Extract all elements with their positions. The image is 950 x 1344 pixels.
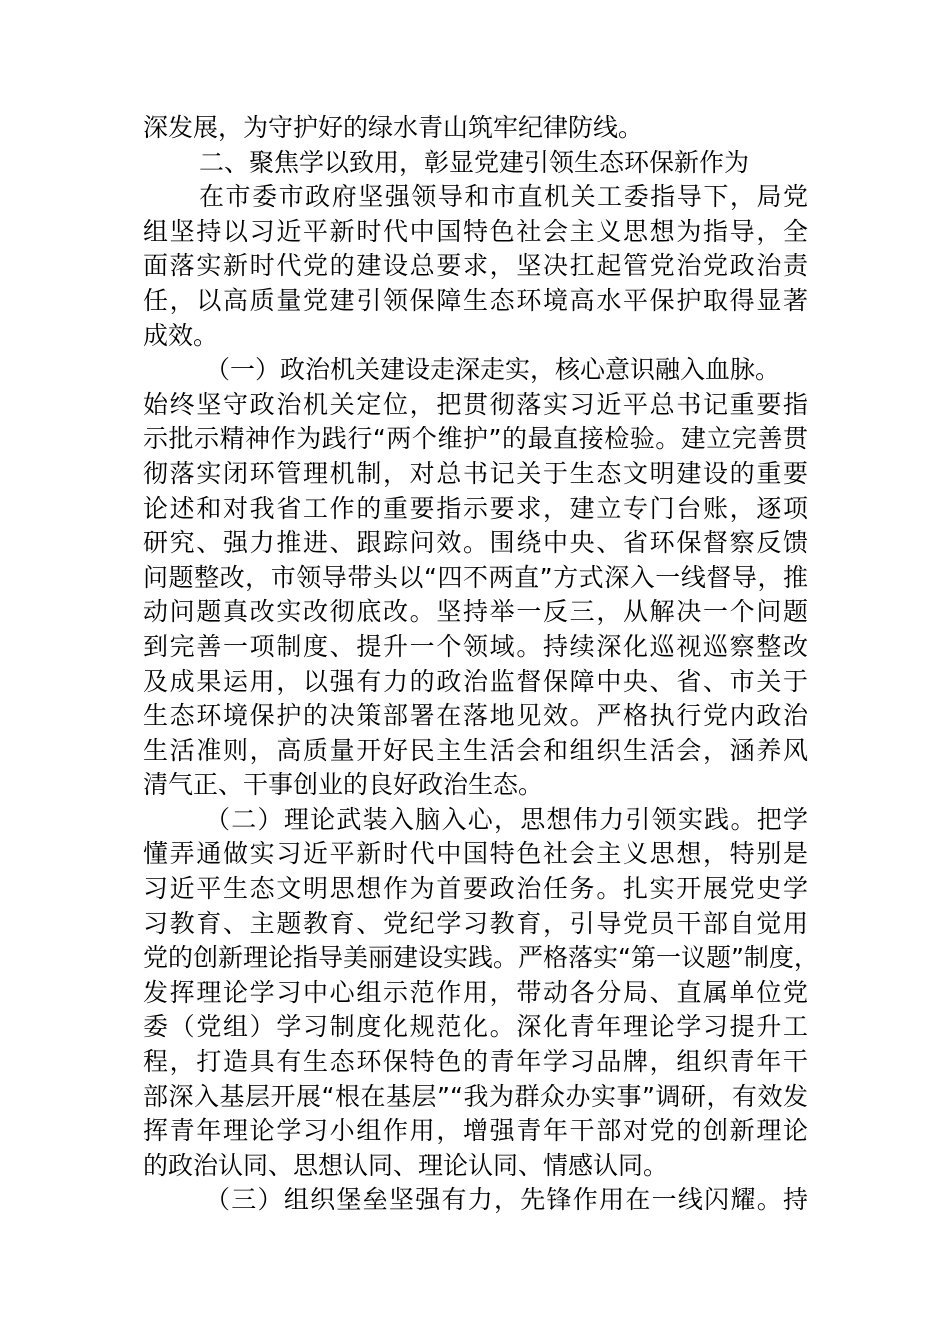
- text-line: 党的创新理论指导美丽建设实践。严格落实“第一议题”制度，: [143, 943, 819, 973]
- text-line: 挥青年理论学习小组作用，增强青年干部对党的创新理论: [143, 1116, 808, 1146]
- document-body: [143, 111, 819, 1218]
- text-line: 委（党组）学习制度化规范化。深化青年理论学习提升工: [143, 1012, 808, 1042]
- subsection-heading: （一）政治机关建设走深走实，核心意识融入血脉。: [205, 355, 781, 385]
- text-line: 到完善一项制度、提升一个领域。持续深化巡视巡察整改: [143, 631, 808, 661]
- text-line: 懂弄通做实习近平新时代中国特色社会主义思想，特别是: [143, 839, 808, 869]
- text-line: 生活准则，高质量开好民主生活会和组织生活会，涵养风: [143, 735, 808, 765]
- text-line: 习近平生态文明思想作为首要政治任务。扎实开展党史学: [143, 874, 808, 904]
- text-line: 问题整改，市领导带头以“四不两直”方式深入一线督导，推: [143, 562, 808, 592]
- text-line: 成效。: [143, 320, 219, 350]
- text-line: 清气正、干事创业的良好政治生态。: [143, 770, 544, 800]
- text-line: 始终坚守政治机关定位，把贯彻落实习近平总书记重要指: [143, 389, 808, 419]
- text-line: 部深入基层开展“根在基层”“我为群众办实事”调研，有效发: [143, 1081, 808, 1111]
- text-line: 组坚持以习近平新时代中国特色社会主义思想为指导，全: [143, 216, 808, 246]
- text-line: 任，以高质量党建引领保障生态环境高水平保护取得显著: [143, 285, 808, 315]
- section-heading: 二、聚焦学以致用，彰显党建引领生态环保新作为: [199, 147, 750, 177]
- text-line: 在市委市政府坚强领导和市直机关工委指导下，局党: [199, 182, 808, 212]
- text-line: 及成果运用，以强有力的政治监督保障中央、省、市关于: [143, 666, 808, 696]
- text-line: 发挥理论学习中心组示范作用，带动各分局、直属单位党: [143, 977, 808, 1007]
- text-line: 研究、强力推进、跟踪问效。围绕中央、省环保督察反馈: [143, 528, 808, 558]
- text-line: 彻落实闭环管理机制，对总书记关于生态文明建设的重要: [143, 458, 808, 488]
- text-line: 论述和对我省工作的重要指示要求，建立专门台账，逐项: [143, 493, 808, 523]
- text-line: 程，打造具有生态环保特色的青年学习品牌，组织青年干: [143, 1047, 808, 1077]
- text-line: 的政治认同、思想认同、理论认同、情感认同。: [143, 1150, 669, 1180]
- text-line: 面落实新时代党的建设总要求，坚决扛起管党治党政治责: [143, 251, 808, 281]
- subsection-heading: （三）组织堡垒坚强有力，先锋作用在一线闪耀。持: [205, 1185, 808, 1215]
- text-line: 习教育、主题教育、党纪学习教育，引导党员干部自觉用: [143, 908, 808, 938]
- text-line: 动问题真改实改彻底改。坚持举一反三，从解决一个问题: [143, 597, 808, 627]
- text-line: 深发展，为守护好的绿水青山筑牢纪律防线。: [143, 113, 644, 142]
- text-line: 示批示精神作为践行“两个维护”的最直接检验。建立完善贯: [143, 424, 808, 454]
- subsection-heading: （二）理论武装入脑入心，思想伟力引领实践。把学: [205, 804, 808, 834]
- text-line: 生态环境保护的决策部署在落地见效。严格执行党内政治: [143, 701, 808, 731]
